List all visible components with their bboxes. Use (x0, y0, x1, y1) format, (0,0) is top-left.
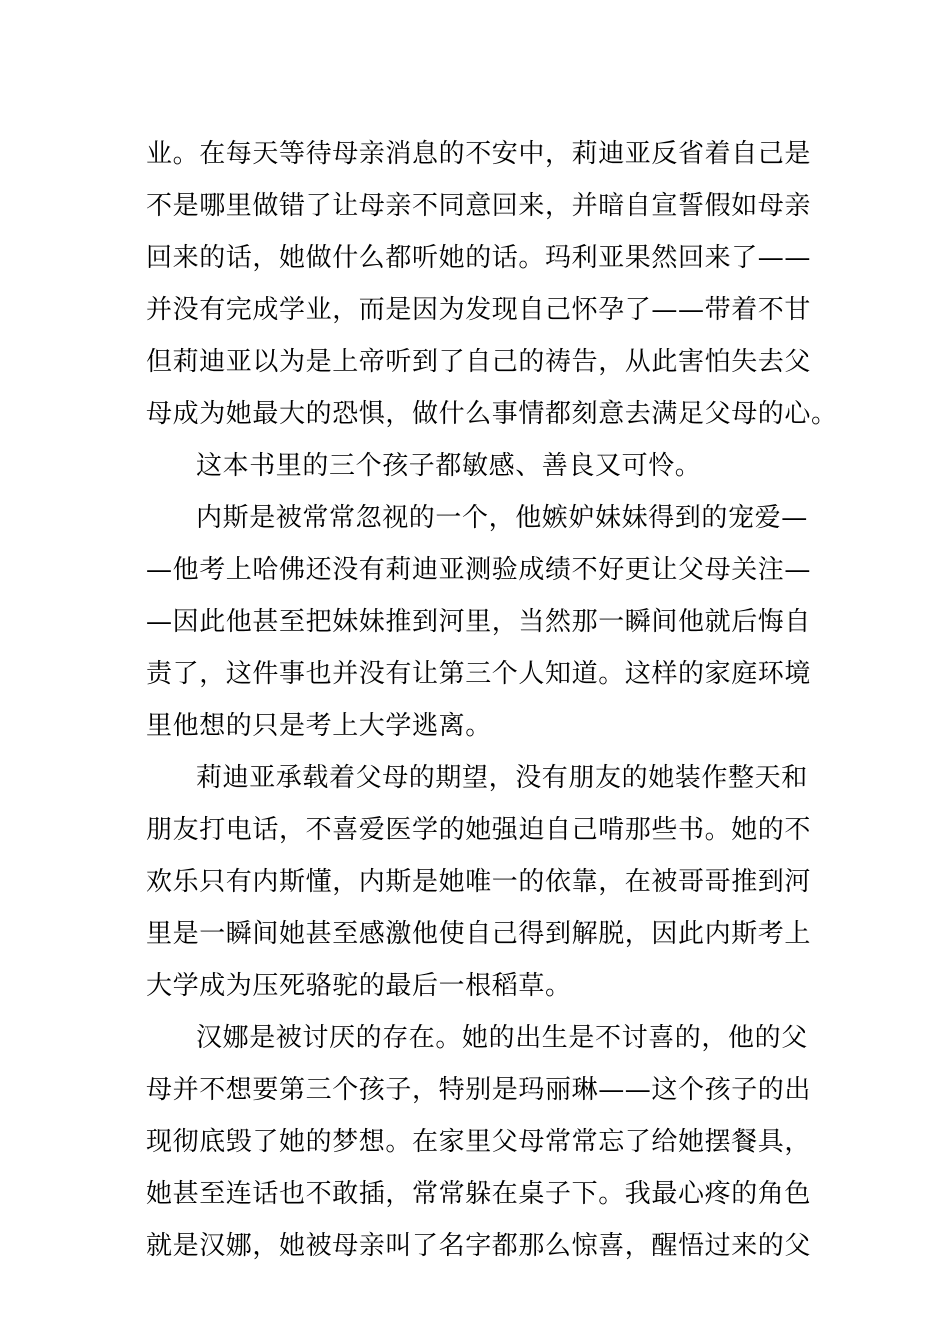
text-line: 但莉迪亚以为是上帝听到了自己的祷告，从此害怕失去父 (146, 347, 812, 377)
text-line: 母并不想要第三个孩子，特别是玛丽琳——这个孩子的出 (146, 1075, 812, 1105)
paragraph-first-line: 汉娜是被讨厌的存在。她的出生是不讨喜的，他的父 (196, 1023, 808, 1053)
paragraph-first-line: 这本书里的三个孩子都敏感、善良又可怜。 (196, 451, 702, 481)
text-line: 并没有完成学业，而是因为发现自己怀孕了——带着不甘 (146, 295, 812, 325)
paragraph-first-line: 莉迪亚承载着父母的期望，没有朋友的她装作整天和 (196, 763, 808, 793)
text-line: 大学成为压死骆驼的最后一根稻草。 (146, 971, 572, 1001)
paragraph-first-line: 内斯是被常常忽视的一个，他嫉妒妹妹得到的宠爱— (196, 503, 808, 533)
text-line: —因此他甚至把妹妹推到河里，当然那一瞬间他就后悔自 (146, 607, 812, 637)
text-line: 现彻底毁了她的梦想。在家里父母常常忘了给她摆餐具， (146, 1127, 812, 1157)
text-line: 责了，这件事也并没有让第三个人知道。这样的家庭环境 (146, 659, 812, 689)
text-line: 母成为她最大的恐惧，做什么事情都刻意去满足父母的心。 (146, 399, 838, 429)
document-body (146, 128, 838, 1272)
text-line: 欢乐只有内斯懂，内斯是她唯一的依靠，在被哥哥推到河 (146, 867, 812, 897)
text-line: 回来的话，她做什么都听她的话。玛利亚果然回来了—— (146, 243, 812, 273)
text-line: 业。在每天等待母亲消息的不安中，莉迪亚反省着自己是 (146, 139, 812, 169)
text-line: 不是哪里做错了让母亲不同意回来，并暗自宣誓假如母亲 (146, 191, 812, 221)
text-line: 她甚至连话也不敢插，常常躲在桌子下。我最心疼的角色 (146, 1179, 812, 1209)
text-line: 里是一瞬间她甚至感激他使自己得到解脱，因此内斯考上 (146, 919, 812, 949)
text-line: —他考上哈佛还没有莉迪亚测验成绩不好更让父母关注— (146, 555, 812, 585)
text-line: 就是汉娜，她被母亲叫了名字都那么惊喜，醒悟过来的父 (146, 1231, 812, 1261)
text-line: 朋友打电话，不喜爱医学的她强迫自己啃那些书。她的不 (146, 815, 812, 845)
text-line: 里他想的只是考上大学逃离。 (146, 711, 492, 741)
